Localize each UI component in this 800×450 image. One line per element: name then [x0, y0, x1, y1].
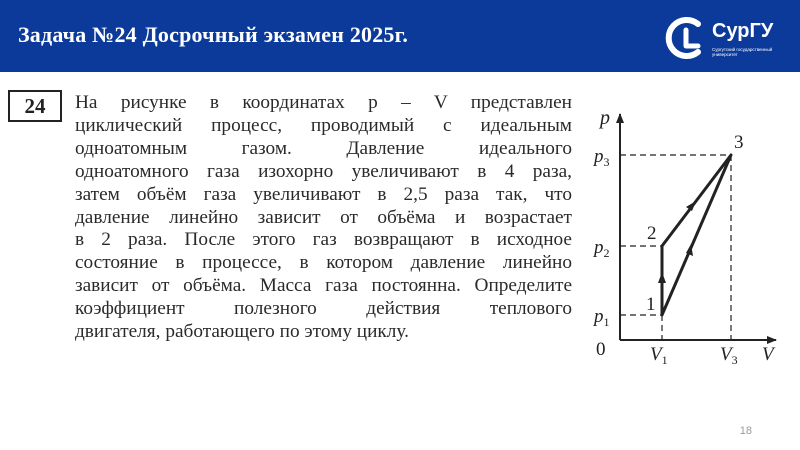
point-3-label: 3 — [734, 132, 744, 153]
p-axis-label: p — [600, 108, 610, 129]
pv-diagram — [586, 108, 786, 368]
arrow-2-3-icon — [686, 201, 696, 211]
v1-label: $V_1$ — [650, 344, 668, 367]
problem-line: зависит от объёма. Масса газа постоянна. Определите — [75, 275, 572, 297]
problem-line: двигателя, работающего по этому циклу. — [75, 321, 409, 343]
point-1-label: 1 — [646, 294, 656, 315]
university-logo — [664, 14, 790, 62]
task-number-box: 24 — [8, 90, 62, 122]
cycle-path — [662, 155, 731, 315]
problem-line: циклический процесс, проводимый с идеальным — [75, 114, 572, 136]
logo-subtitle: Сургутский государственный университет — [712, 47, 773, 57]
p1-label: $p_1$ — [594, 306, 610, 329]
page-number: 18 — [739, 425, 752, 437]
surgu-logo-icon — [664, 16, 708, 60]
point-2-label: 2 — [647, 223, 657, 244]
pv-diagram-svg — [586, 108, 786, 368]
p3-label: $p_3$ — [594, 146, 610, 169]
logo-name: СурГУ — [712, 20, 774, 42]
arrow-1-2-icon — [658, 272, 666, 283]
problem-line: состояние в процессе, в котором давление линейно — [75, 252, 572, 274]
slide-title: Задача №24 Досрочный экзамен 2025г. — [18, 22, 409, 47]
slide-header — [0, 0, 800, 72]
problem-line: в 2 раза. После этого газ возвращают в исходное — [75, 229, 572, 251]
problem-line: коэффициент полезного действия теплового — [75, 298, 572, 320]
v3-label: $V_3$ — [720, 344, 738, 367]
problem-line: одноатомным газом. Давление идеального — [75, 137, 572, 159]
v-axis-label: V — [762, 344, 774, 365]
problem-line: одноатомного газа изохорно увеличивают в 4 раза, — [75, 160, 572, 182]
origin-label: 0 — [596, 339, 606, 360]
problem-line: На рисунке в координатах p – V представлен — [75, 92, 572, 113]
problem-line: давление линейно зависит от объёма и возрастает — [75, 206, 572, 228]
p2-label: $p_2$ — [594, 237, 610, 260]
problem-line: затем объём газа увеличивают в 2,5 раза так, что — [75, 183, 572, 205]
problem-text — [75, 92, 572, 344]
